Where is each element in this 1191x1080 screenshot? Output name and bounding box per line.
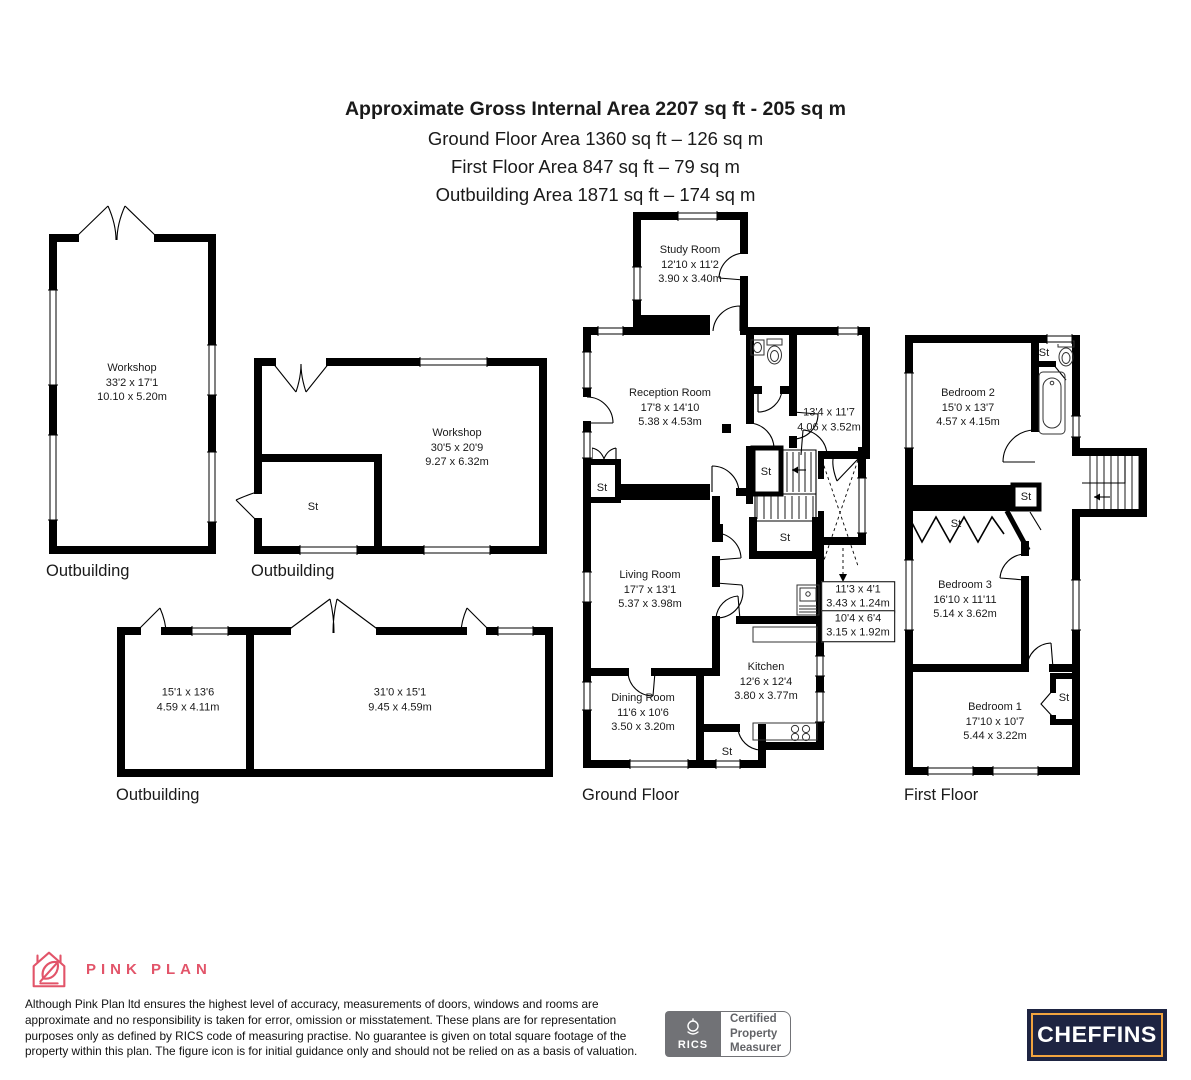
dim-box-passage2: 10'4 x 6'4 3.15 x 1.92m: [821, 610, 895, 642]
cheffins-wordmark: CHEFFINS: [1037, 1022, 1157, 1047]
caption-outbuilding-3: Outbuilding: [116, 786, 200, 804]
room-label-study: Study Room 12'10 x 11'2 3.90 x 3.40m: [658, 244, 722, 286]
st-label-gf-stairs-top: St: [760, 466, 772, 478]
room-label-kitchen: Kitchen 12'6 x 12'4 3.80 x 3.77m: [734, 661, 798, 703]
cheffins-logo-border: [1031, 1013, 1163, 1057]
st-label-ff-bathroom: St: [1038, 347, 1050, 359]
st-label-gf-stairs-bottom: St: [779, 532, 791, 544]
st-label-ff-closet: St: [1058, 692, 1070, 704]
rics-certification-label: Certified Property Measurer: [721, 1011, 791, 1057]
caption-outbuilding-2: Outbuilding: [251, 562, 335, 580]
st-label-ff-wardrobe: St: [950, 518, 962, 530]
room-label-bedroom1: Bedroom 1 17'10 x 10'7 5.44 x 3.22m: [963, 701, 1027, 743]
st-label-ff-box: St: [1020, 491, 1032, 503]
ground-floor-plan: [582, 211, 867, 769]
room-label-dining: Dining Room 11'6 x 10'6 3.50 x 3.20m: [611, 692, 675, 734]
rics-wordmark: RICS: [677, 1038, 709, 1051]
outbuilding-2-plan: [236, 357, 543, 555]
st-label-ob2: St: [307, 501, 319, 513]
disclaimer-text: Although Pink Plan ltd ensures the highest level of accuracy, measurements of doors, windows and rooms are approximate and no responsibility is taken for error, omission or misstatement. These plans are for representation purposes only as defined by RICS code of measuring practise. No guarantee is given on total square footage of the property within this plan. The figure icon is for initial guidance only and should not be relied on as a basis of valuation.: [25, 997, 638, 1059]
room-label-workshop2: Workshop 30'5 x 20'9 9.27 x 6.32m: [425, 427, 489, 469]
st-label-gf-bottom: St: [721, 746, 733, 758]
rics-badge: [665, 1011, 791, 1057]
caption-first-floor: First Floor: [904, 786, 979, 804]
room-label-bedroom2: Bedroom 2 15'0 x 13'7 4.57 x 4.15m: [936, 387, 1000, 429]
room-label-out3-right: 31'0 x 15'1 9.45 x 4.59m: [368, 686, 432, 713]
ground-floor-area-line: Ground Floor Area 1360 sq ft – 126 sq m: [427, 128, 764, 149]
pink-plan-brand: [26, 946, 212, 992]
pink-plan-house-icon: [26, 946, 72, 992]
cheffins-logo: [1027, 1009, 1167, 1061]
caption-outbuilding-1: Outbuilding: [46, 562, 130, 580]
page-title: Approximate Gross Internal Area 2207 sq ft - 205 sq m: [344, 98, 847, 120]
room-label-living: Living Room 17'7 x 13'1 5.37 x 3.98m: [618, 569, 682, 611]
dim-box-passage1: 11'3 x 4'1 3.43 x 1.24m: [821, 581, 895, 613]
pink-plan-wordmark: PINK PLAN: [86, 960, 212, 978]
room-label-workshop1: Workshop 33'2 x 17'1 10.10 x 5.20m: [97, 362, 167, 404]
room-label-out3-left: 15'1 x 13'6 4.59 x 4.11m: [156, 686, 220, 713]
st-label-gf-closet: St: [596, 482, 608, 494]
caption-ground-floor: Ground Floor: [582, 786, 680, 804]
outbuilding-area-line: Outbuilding Area 1871 sq ft – 174 sq m: [435, 184, 756, 205]
rics-lion-icon: [682, 1018, 704, 1038]
room-label-reception: Reception Room 17'8 x 14'10 5.38 x 4.53m: [629, 387, 711, 429]
room-label-bedroom3: Bedroom 3 16'10 x 11'11 5.14 x 3.62m: [933, 579, 997, 621]
room-label-13-4: 13'4 x 11'7 4.06 x 3.52m: [797, 406, 861, 433]
rics-logo: [665, 1011, 721, 1057]
first-floor-area-line: First Floor Area 847 sq ft – 79 sq m: [451, 156, 740, 177]
